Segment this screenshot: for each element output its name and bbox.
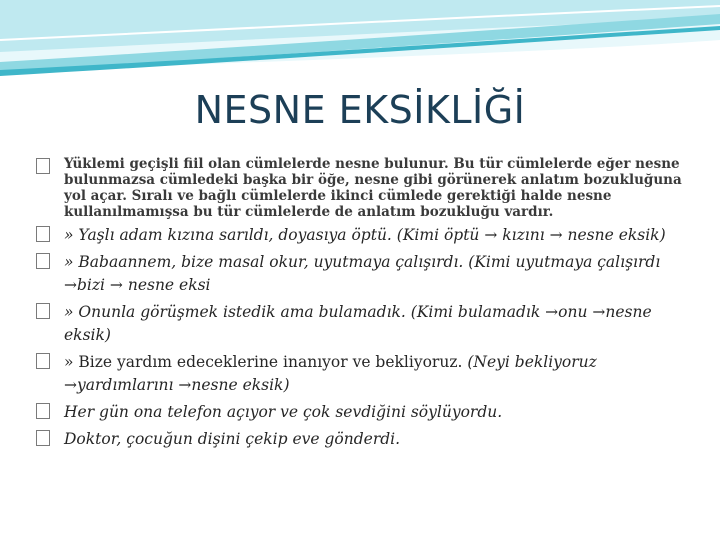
- bullet-example-1: [36, 224, 686, 247]
- bullet-text: Doktor, çocuğun dişini çekip eve gönderdi.: [64, 430, 401, 448]
- bullet-box-icon: [36, 253, 50, 269]
- bullet-example-6: [36, 428, 686, 451]
- bullet-box-icon: [36, 158, 50, 174]
- bullet-text: Her gün ona telefon açıyor ve çok sevdiğini söylüyordu.: [64, 403, 503, 421]
- bullet-box-icon: [36, 353, 50, 369]
- bullet-list: [36, 156, 686, 455]
- bullet-example-5: [36, 401, 686, 424]
- bullet-text: » Bize yardım edeceklerine inanıyor ve bekliyoruz.: [64, 353, 463, 371]
- bullet-text: » Babaannem, bize masal okur, uyutmaya çalışırdı. (Kimi uyutmaya çalışırdı →bizi → nesne eksi: [64, 253, 661, 294]
- bullet-text: » Onunla görüşmek istedik ama bulamadık. (Kimi bulamadık →onu →nesne eksik): [64, 303, 652, 344]
- bullet-text-paren: (Neyi bekliyoruz →yardımlarını →nesne eksik): [64, 353, 597, 394]
- bullet-box-icon: [36, 403, 50, 419]
- bullet-box-icon: [36, 430, 50, 446]
- bullet-example-3: [36, 301, 686, 347]
- bullet-example-4: [36, 351, 686, 397]
- bullet-box-icon: [36, 226, 50, 242]
- decorative-banner: [0, 0, 720, 90]
- bullet-rule: [36, 156, 686, 220]
- bullet-example-2: [36, 251, 686, 297]
- slide-title: NESNE EKSİKLİĞİ: [194, 88, 526, 132]
- bullet-text: Yüklemi geçişli fiil olan cümlelerde nesne bulunur. Bu tür cümlelerde eğer nesne bulunmazsa cümledeki başka bir öğe, nesne gibi görünerek anlatım bozukluğuna yol açar. Sıralı ve bağlı cümlelerde ikinci cümlede gerektiği halde nesne kullanılmamışsa bu tür cümlelerde de anlatım bozukluğu vardır.: [64, 156, 682, 220]
- bullet-text: » Yaşlı adam kızına sarıldı, doyasıya öptü. (Kimi öptü → kızını → nesne eksik): [64, 226, 666, 244]
- bullet-box-icon: [36, 303, 50, 319]
